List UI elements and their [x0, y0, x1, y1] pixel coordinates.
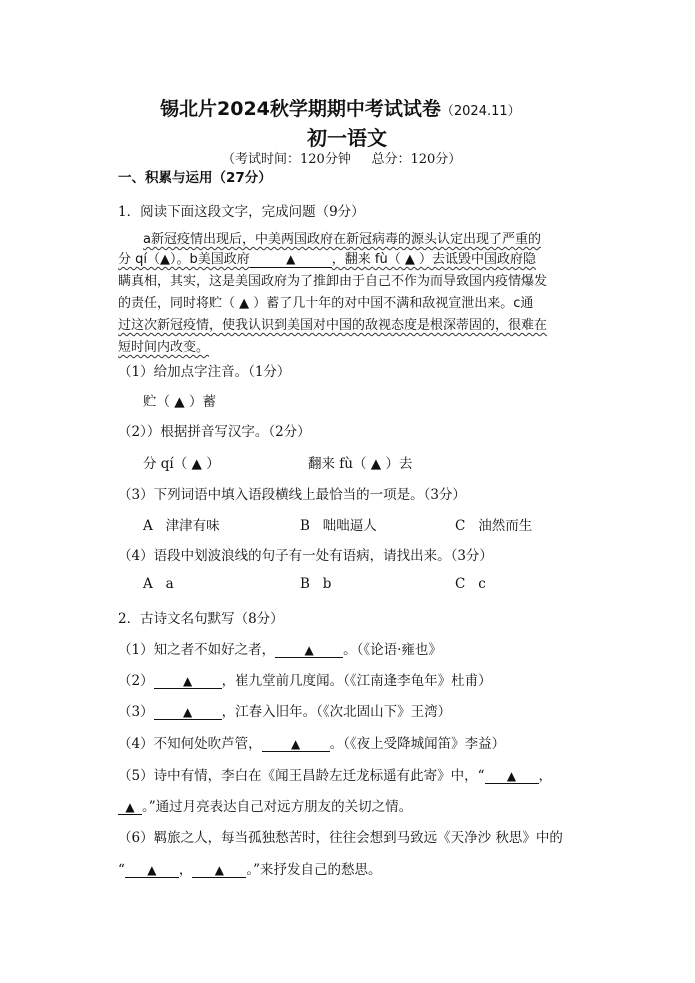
- q1-sub3-option-c[interactable]: C 油然而生: [455, 518, 533, 534]
- passage-line-3: 瞒真相，其实，这是美国政府为了推卸由于自己不作为而导致国内疫情爆发: [118, 274, 548, 289]
- q1-sub3-option-a[interactable]: A 津津有味: [143, 518, 220, 534]
- passage-sentence-b: ，翻来 fù（ ▲ ）去诋毁中国政府隐: [331, 252, 536, 267]
- q2-item-3: [118, 700, 451, 720]
- q2-item-6-post: 。”来抒发自己的愁思。: [246, 862, 382, 878]
- q2-item-5-line1: [118, 764, 552, 784]
- section1-heading: 一、积累与运用（27分）: [118, 170, 272, 186]
- q2-item-5-blank-1[interactable]: [485, 769, 539, 784]
- q2-item-6-open-quote: “: [118, 862, 125, 878]
- passage-sentence-c-end: 短时间内改变。: [118, 340, 210, 355]
- q1-sub4-option-a[interactable]: A a: [143, 576, 174, 592]
- passage-line-6: [118, 336, 209, 355]
- passage-line-4: 的责任，同时将贮（ ▲ ）蓄了几十年的对中国不满和敌视宣泄出来。c通: [118, 296, 534, 311]
- q2-item-2-post: ，崔九堂前几度闻。（《江南逢李龟年》杜甫）: [221, 673, 492, 689]
- q1-sub3-option-b[interactable]: B 咄咄逼人: [300, 518, 377, 534]
- q1-sub1-item: 贮（ ▲ ）蓄: [143, 394, 216, 410]
- q2-item-6-line1: （6）羁旅之人，每当孤独愁苦时，往往会想到马致远《天净沙 秋思》中的: [118, 830, 563, 846]
- q2-item-4-blank[interactable]: [262, 737, 330, 752]
- exam-date: （2024.11）: [440, 104, 521, 119]
- q2-item-2: [118, 669, 492, 689]
- q2-item-3-pre: （3）: [118, 704, 154, 720]
- blank-mark: ▲: [304, 643, 314, 657]
- exam-title-text: 锡北片2024秋学期期中考试试卷: [160, 98, 441, 120]
- q1-sub4-option-b[interactable]: B b: [300, 576, 332, 592]
- q2-item-2-pre: （2）: [118, 673, 154, 689]
- q2-item-3-blank[interactable]: [154, 705, 222, 720]
- q1-sub1: （1）给加点字注音。（1分）: [118, 364, 291, 380]
- blank-mark: ▲: [506, 769, 517, 783]
- passage-sentence-c: 过这次新冠疫情，使我认识到美国对中国的敌视态度是根深蒂固的，很难在: [118, 318, 548, 333]
- q2-prompt: 2．古诗文名句默写（8分）: [118, 611, 284, 627]
- exam-title: [160, 94, 521, 121]
- q2-item-5-post: 。”通过月亮表达自己对远方朋友的关切之情。: [142, 799, 413, 815]
- blank-mark: ▲: [125, 800, 135, 814]
- q2-item-1-blank[interactable]: [275, 643, 343, 658]
- exam-info: （考试时间：120分钟 总分：120分）: [222, 152, 462, 167]
- q1-sub3: （3）下列词语中填入语段横线上最恰当的一项是。（3分）: [118, 487, 466, 503]
- q2-item-4-post: 。（《夜上受降城闻笛》李益）: [329, 736, 506, 752]
- passage-line-2: [118, 248, 536, 268]
- q2-item-5-blank-2[interactable]: [118, 800, 142, 815]
- blank-mark: ▲: [214, 863, 225, 877]
- q2-item-4-pre: （4）不知何处吹芦管，: [118, 736, 262, 752]
- passage-sentence-a-end: 分 qí（▲）。b美国政府: [118, 252, 250, 267]
- blank-mark: ▲: [286, 252, 296, 266]
- blank-mark: ▲: [147, 863, 157, 877]
- passage-line-5: [118, 314, 547, 333]
- q1-sub2-item-b: 翻来 fù（ ▲ ）去: [308, 456, 413, 472]
- q1-sub4: （4）语段中划波浪线的句子有一处有语病，请找出来。（3分）: [118, 548, 493, 564]
- passage-blank[interactable]: [250, 252, 332, 268]
- passage-sentence-a: a新冠疫情出现后，中美两国政府在新冠病毒的源头认定出现了严重的: [143, 232, 541, 247]
- q2-item-5-text: （5）诗中有情，李白在《闻王昌龄左迁龙标遥有此寄》中，“: [118, 768, 485, 784]
- q2-item-6-comma: ，: [178, 862, 193, 878]
- q2-item-3-post: ，江春入旧年。（《次北固山下》王湾）: [221, 704, 452, 720]
- blank-mark: ▲: [182, 674, 193, 688]
- q2-item-1-post: 。（《论语·雍也》: [343, 642, 442, 658]
- q1-sub2: （2））根据拼音写汉字。（2分）: [118, 424, 311, 440]
- q2-item-5-line2: [118, 795, 412, 815]
- blank-mark: ▲: [182, 705, 193, 719]
- q1-sub2-item-a: 分 qí（ ▲ ）: [143, 456, 220, 472]
- subject-title: 初一语文: [307, 126, 387, 150]
- blank-mark: ▲: [290, 737, 301, 751]
- q1-prompt: 1．阅读下面这段文字，完成问题（9分）: [118, 204, 365, 220]
- q2-item-6-blank-2[interactable]: [192, 863, 246, 878]
- q2-item-2-blank[interactable]: [154, 674, 222, 689]
- passage-line-1: [143, 228, 541, 247]
- q1-sub4-option-c[interactable]: C c: [455, 576, 486, 592]
- q2-item-4: [118, 732, 505, 752]
- q2-item-5-comma: ，: [538, 768, 552, 784]
- q2-item-6-line2: [118, 858, 382, 878]
- q2-item-1: [118, 638, 442, 658]
- q2-item-6-blank-1[interactable]: [125, 863, 179, 878]
- q2-item-1-pre: （1）知之者不如好之者，: [118, 642, 276, 658]
